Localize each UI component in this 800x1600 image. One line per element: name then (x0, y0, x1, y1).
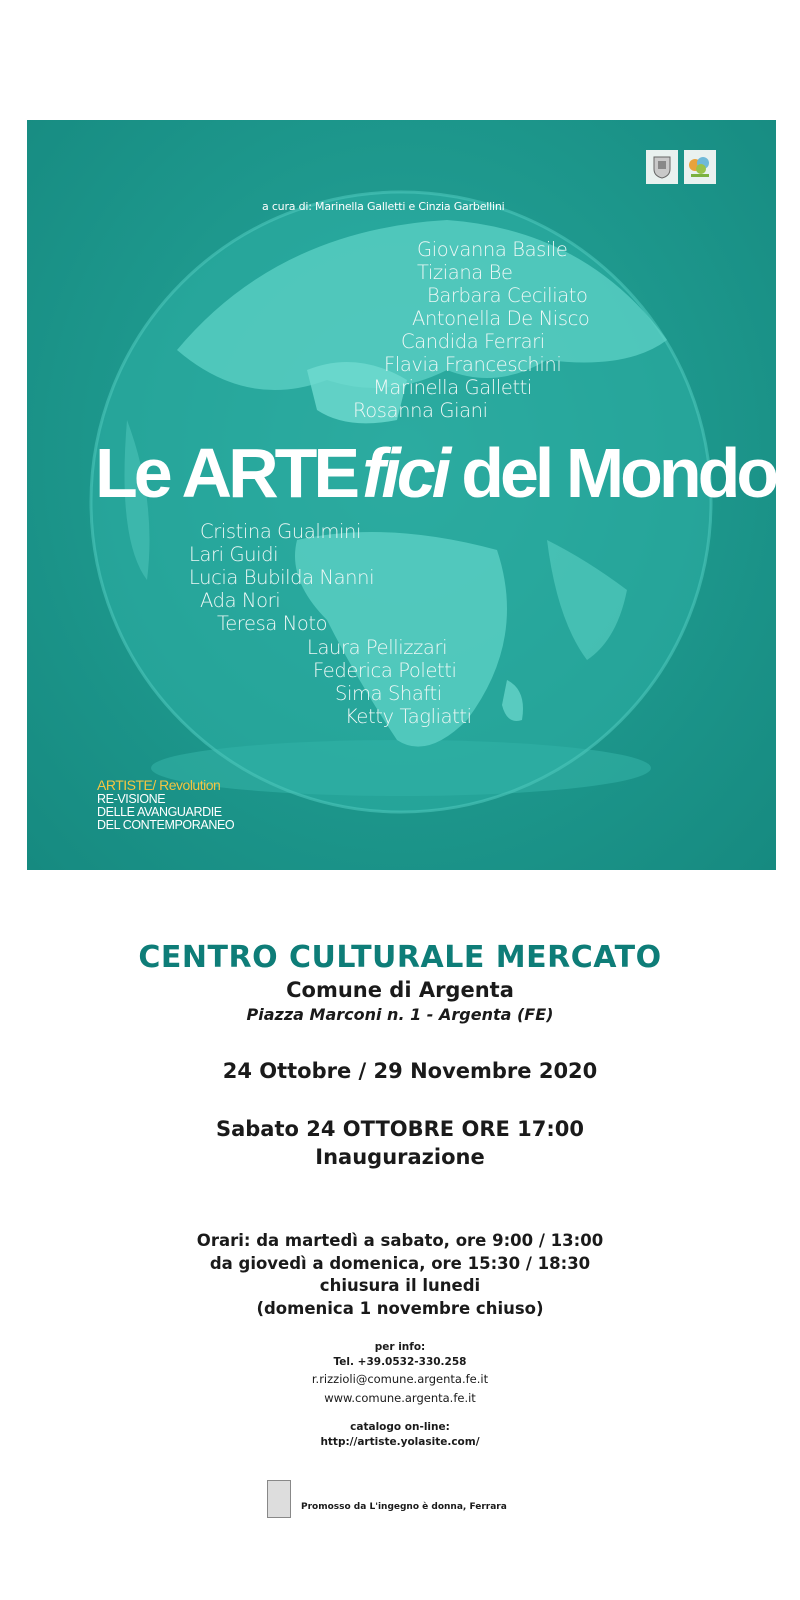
venue-comune: Comune di Argenta (286, 978, 514, 1002)
artist-name: Antonella De Nisco (412, 307, 590, 330)
series-label: ARTISTE/ Revolution (97, 777, 221, 793)
exhibition-dates: 24 Ottobre / 29 Novembre 2020 (222, 1059, 598, 1083)
opening-hours (0, 1230, 800, 1320)
series-line: DEL CONTEMPORANEO (97, 817, 235, 832)
artist-name: Laura Pellizzari (307, 636, 448, 659)
opening-date: Sabato 24 OTTOBRE ORE 17:00 (215, 1117, 584, 1141)
curators-text: a cura di: Marinella Galletti e Cinzia Garbellini (262, 200, 505, 213)
artist-name: Tiziana Be (417, 261, 513, 284)
hours-line: Orari: da martedì a sabato, ore 9:00 / 13:00 (196, 1231, 604, 1250)
promoter-text: Promosso da L'ingegno è donna, Ferrara (301, 1502, 507, 1512)
artist-name: Lucia Bubilda Nanni (189, 566, 375, 589)
series-label-block (97, 778, 234, 832)
partner-logos (646, 150, 716, 184)
venue-address: Piazza Marconi n. 1 - Argenta (FE) (246, 1005, 554, 1024)
artist-name: Candida Ferrari (401, 330, 545, 353)
hours-line: chiusura il lunedi (319, 1276, 481, 1295)
title-part-italic: fici (362, 434, 448, 512)
artist-name: Ketty Tagliatti (345, 705, 472, 728)
exhibition-poster (27, 120, 776, 870)
title-part: Le ARTE (95, 434, 357, 512)
venue-name: CENTRO CULTURALE MERCATO (138, 940, 662, 975)
hours-line: da giovedì a domenica, ore 15:30 / 18:30 (209, 1253, 591, 1273)
artist-name: Ada Nori (200, 589, 281, 612)
artist-name: Teresa Noto (217, 612, 328, 635)
artist-name: Barbara Ceciliato (427, 284, 588, 307)
promoter-logo-icon (267, 1480, 291, 1518)
artist-name: Sima Shafti (335, 682, 442, 705)
series-line: DELLE AVANGUARDIE (97, 804, 222, 819)
catalog-label: catalogo on-line: (350, 1421, 450, 1433)
artist-name: Federica Poletti (313, 659, 457, 682)
series-line: RE-VISIONE (97, 791, 166, 806)
opening-label: Inaugurazione (315, 1145, 485, 1169)
artist-name: Marinella Galletti (373, 376, 532, 399)
artist-name: Lari Guidi (189, 543, 279, 566)
info-email[interactable]: r.rizzioli@comune.argenta.fe.it (311, 1372, 489, 1386)
title-part: del Mondo (461, 434, 776, 512)
artist-name: Flavia Franceschini (384, 353, 562, 376)
info-label: per info: (374, 1341, 426, 1353)
artist-name: Cristina Gualmini (200, 520, 362, 543)
mercato-logo-icon (684, 150, 716, 184)
artist-name: Rosanna Giani (353, 399, 488, 422)
info-phone: Tel. +39.0532-330.258 (333, 1356, 467, 1368)
promoter (267, 1480, 507, 1518)
hours-line: (domenica 1 novembre chiuso) (256, 1298, 544, 1318)
artist-name: Giovanna Basile (417, 238, 568, 261)
poster-title (95, 434, 776, 512)
info-website[interactable]: www.comune.argenta.fe.it (324, 1391, 476, 1405)
comune-crest-icon (646, 150, 678, 184)
catalog-link[interactable]: http://artiste.yolasite.com/ (320, 1436, 480, 1448)
